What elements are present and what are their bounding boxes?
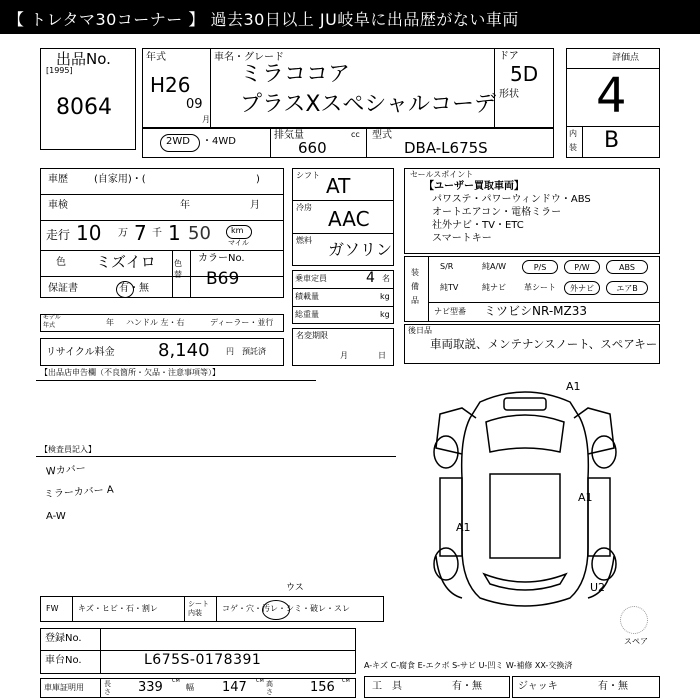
width-value: 147 [222,680,247,695]
damage-mark: A1 [566,380,581,393]
height-label: 高さ [266,680,273,696]
lot-sub: [1995] [46,66,73,75]
equip-navi: 純ナビ [482,283,506,292]
model-name: ミラココア [240,62,351,87]
model-year-label-2: 年式 [43,322,56,329]
load-label: 積載量 [295,292,319,301]
seat-value: コゲ・穴・汚レ・シミ・破レ・スレ [222,604,350,613]
doors-value: 5D [510,62,539,86]
capacity-value: 4 [366,270,375,286]
divider [428,302,660,303]
sales-point-line: スマートキー [432,233,492,244]
grade-label: 評価点 [612,53,640,63]
sales-points-label: セールスポイント [410,170,474,179]
inspection-label: 車検 [48,200,68,211]
divider [100,628,101,674]
recycle-label: リサイクル料金 [46,347,115,358]
color-code-value: B69 [206,269,240,289]
equip-alloy: 純A/W [482,262,507,271]
year-value: H26 [150,73,191,97]
divider [292,288,394,289]
divider [40,650,356,651]
gross-weight-label: 総重量 [295,310,319,319]
chassis-label: 車台No. [45,655,82,666]
registration-label: 登録No. [45,633,82,644]
year-label: 年式 [146,52,166,63]
lot-number: 8064 [56,95,112,120]
displacement-value: 660 [298,139,327,157]
warranty-value: 有・無 [119,283,149,294]
divider [210,48,211,128]
model-year-label-1: モデル [43,314,61,321]
damage-legend: A-キズ C-腐食 E-エクボ S-サビ U-凹ミ W-補修 XX-交換済 [364,661,573,670]
divider [40,250,284,251]
tools-label: 工 具 [372,681,402,692]
grade-value: 4 [596,68,627,124]
length-unit: CM [172,678,180,684]
divider [100,678,101,698]
divider [292,200,394,201]
warranty-label: 保証書 [48,283,78,294]
navi-model-value: ミツビシNR-MZ33 [484,304,588,318]
fw-value: キズ・ヒビ・石・割レ [78,604,158,613]
fuel-value: ガソリン [328,240,393,259]
equip-pw: P/W [564,260,600,274]
history-value: (自家用)・( [94,174,146,185]
inspection-month-unit: 月 [250,200,260,211]
model-handle: ハンドル 左・右 [126,318,185,327]
model-code-label: 型式 [372,130,392,141]
sales-point-line: 社外ナビ・TV・ETC [432,220,524,231]
seat-label: シート内装 [188,600,209,617]
equip-ps: P/S [522,260,558,274]
mileage-unit-1: 万 [118,228,128,239]
mileage-value-1: 10 [76,221,102,245]
model-code-value: DBA-L675S [404,139,488,157]
divider [72,596,73,622]
height-value: 156 [310,680,335,695]
ac-label: 冷房 [296,203,312,212]
drive-other: ・4WD [202,136,236,147]
ac-value: AAC [328,207,370,231]
gross-weight-unit: kg [380,310,390,319]
seat-note-circle [262,600,290,620]
mileage-value-2: 7 [134,221,147,245]
load-unit: kg [380,292,390,301]
length-label: 長さ [104,680,111,696]
spare-label: スペア [624,637,648,646]
damage-mark: A1 [456,521,471,534]
expiry-label: 名変期限 [296,331,328,340]
jack-label: ジャッキ [518,681,558,692]
expiry-day-unit: 日 [378,351,386,360]
displacement-unit: cc [351,130,360,139]
year-month: 09 [186,97,203,112]
equipment-label: 装備品 [411,268,419,305]
aftermarket-label: 後日品 [408,326,432,335]
mileage-value-3: 1 [168,221,181,245]
model-label: 車名・グレード [214,52,284,63]
inspection-year-unit: 年 [180,200,190,211]
divider [40,276,284,277]
interior-value: B [604,128,620,153]
car-damage-diagram [400,378,650,618]
damage-mark: U2 [590,581,606,594]
equip-leather: 革シート [524,283,556,292]
divider [36,380,316,381]
history-close: ) [256,174,260,185]
dimensions-box [40,678,356,698]
height-unit: CM [342,678,350,684]
jack-value: 有・無 [598,681,628,692]
navi-model-label: ナビ型番 [434,307,466,316]
divider [36,456,396,457]
length-value: 339 [138,680,163,695]
divider [292,306,394,307]
inspector-note: Wカバー [45,463,87,478]
color-value: ミズイロ [96,253,156,271]
color-change-label: 色替 [174,259,182,279]
divider [216,596,217,622]
divider [172,250,173,298]
equip-abs: ABS [606,260,648,274]
width-unit: CM [256,678,264,684]
spare-tire-icon [620,606,648,634]
fw-label: FW [46,604,59,613]
expiry-month-unit: 月 [340,351,348,360]
divider [582,126,583,158]
lot-label: 出品No. [56,50,111,68]
mileage-unit-2: 千 [152,228,162,239]
divider [190,250,191,298]
interior-label-1: 内 [569,129,577,138]
equip-sr: S/R [440,262,454,271]
divider [428,256,429,322]
aftermarket-value: 車両取説、メンテナンスノート、スペアキー [430,337,658,351]
chassis-value: L675S-0178391 [144,652,262,668]
damage-mark: A1 [578,491,593,504]
model-year-unit: 年 [106,318,114,327]
inspector-note: A-W [46,511,66,522]
displacement-label: 排気量 [274,130,304,141]
history-label: 車歴 [48,174,68,185]
capacity-label: 乗車定員 [295,274,327,283]
model-grade: プラスXスペシャルコーデ [240,92,496,117]
capacity-unit: 名 [382,274,390,283]
inspector-note: ミラーカバー A [43,484,115,501]
divider [292,233,394,234]
divider [270,128,271,158]
sales-point-line: パワステ・パワーウィンドウ・ABS [432,194,591,205]
sales-point-line: 【ユーザー買取車両】 [424,181,524,192]
recycle-unit: 円 [226,347,234,356]
recycle-value: 8,140 [158,340,210,361]
shift-label: シフト [296,171,320,180]
sales-point-line: オートエアコン・電格ミラー [432,207,562,218]
month-unit: 月 [202,115,210,124]
tools-value: 有・無 [452,681,482,692]
equip-tv: 純TV [440,283,459,292]
interior-label-2: 装 [569,143,577,152]
drive-circled: 2WD [166,136,190,147]
divider [366,128,367,158]
mileage-label: 走行 [46,228,71,242]
dimensions-label: 車庫証明用 [44,683,84,692]
shift-value: AT [326,174,351,198]
mileage-unit-km: km [231,226,244,235]
mileage-value-4: 50 [188,223,211,244]
mileage-unit-mile: マイル [228,239,249,247]
divider [566,126,660,127]
inspector-label: 【検査員記入】 [40,445,96,454]
fuel-label: 燃料 [296,236,312,245]
seller-notes-label: 【出品店申告欄（不良箇所・欠品・注意事項等）】 [40,368,220,377]
seat-note: ウス [286,583,304,593]
banner-text: 【 トレタマ30コーナー 】 過去30日以上 JU岐阜に出品歴がない車両 [8,10,519,29]
model-dealer: ディーラー・並行 [210,318,274,327]
doors-label: ドア [499,51,519,62]
equip-airbag: エアB [606,281,648,295]
equip-ext-navi: 外ナビ [564,281,600,295]
color-label: 色 [56,257,66,268]
color-code-label: カラーNo. [198,253,245,264]
width-label: 幅 [186,683,194,692]
recycle-note: 預託済 [242,347,266,356]
divider [184,596,185,622]
shape-label: 形状 [499,89,519,100]
divider [40,194,284,195]
